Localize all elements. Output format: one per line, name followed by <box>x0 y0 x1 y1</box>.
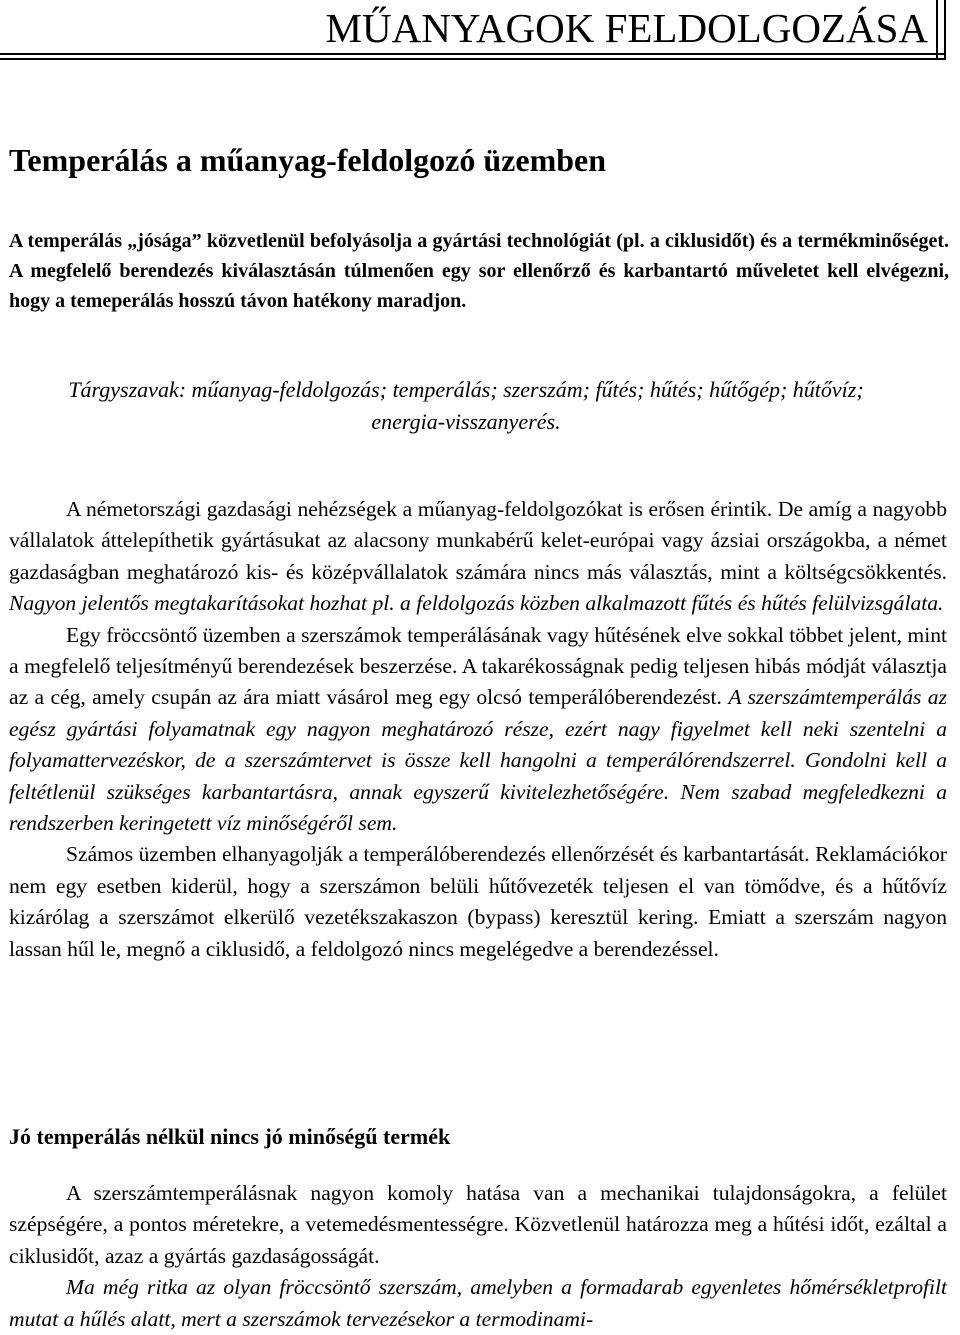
article-body-2 <box>9 1178 947 1335</box>
section-title: MŰANYAGOK FELDOLGOZÁSA <box>325 5 928 51</box>
header-rule-left <box>936 0 938 60</box>
paragraph-2-text: Egy fröccsöntő üzemben a szerszámok temperálásának vagy hűtésének elve sokkal többet jelent, mint a megfelelő teljesítményű berendezések beszerzése. A takarékosságnak pedig teljesen hibás módját választja az a cég, amely csupán az ára miatt vásárol meg egy olcsó temperálóberendezést. <box>9 622 947 710</box>
paragraph-1-text: A németországi gazdasági nehézségek a műanyag-feldolgozókat is erősen érintik. De amíg a nagyobb vállalatok áttelepíthetik gyártásukat az alacsony munkabérű kelet-európai vagy ázsiai országokba, a német gazdaságban meghatározó kis- és középvállalatok számára nincs más választás, mint a költségcsökkentés. <box>9 497 947 584</box>
paragraph-2 <box>9 620 947 840</box>
paragraph-2-emphasis: A szerszámtemperálás az egész gyártási folyamatnak egy nagyon meghatározó része, ezért nagy figyelmet kell neki szentelni a folyamattervezéskor, de a szerszámtervet is össze kell hangolni a temperálórendszerrel. Gondolni kell a feltétlenül szükséges karbantartásra, annak egyszerű kivitelezhetőségére. Nem szabad megfeledkezni a rendszerben keringetett víz minőségéről sem. <box>9 685 947 836</box>
paragraph-1 <box>9 494 947 620</box>
paragraph-4: A szerszámtemperálásnak nagyon komoly hatása van a mechanikai tulajdonságokra, a felület szépségére, a pontos méretekre, a vetemedésmentességre. Közvetlenül határozza meg a hűtési időt, ezáltal a ciklusidőt, azaz a gyártás gazdaságosságát. <box>9 1181 947 1268</box>
article-body <box>9 494 947 965</box>
running-header <box>0 0 960 60</box>
header-rule-top <box>0 53 946 55</box>
header-rule-bottom <box>0 58 946 60</box>
header-rule-right <box>944 0 946 60</box>
paragraph-5: Ma még ritka az olyan fröccsöntő szerszám, amelyben a formadarab egyenletes hőmérsékletprofilt mutat a hűlés alatt, mert a szerszámok tervezésekor a termodinami- <box>9 1275 947 1331</box>
keywords: Tárgyszavak: műanyag-feldolgozás; temperálás; szerszám; fűtés; hűtés; hűtőgép; hűtővíz; energia-visszanyerés. <box>68 377 864 434</box>
section-heading: Jó temperálás nélkül nincs jó minőségű termék <box>9 1124 451 1149</box>
paragraph-1-emphasis: Nagyon jelentős megtakarításokat hozhat pl. a feldolgozás közben alkalmazott fűtés és hűtés felülvizsgálata. <box>9 591 944 616</box>
article-title: Temperálás a műanyag-feldolgozó üzemben <box>9 142 607 178</box>
paragraph-3: Számos üzemben elhanyagolják a temperálóberendezés ellenőrzését és karbantartását. Reklamációkor nem egy esetben kiderül, hogy a szerszámon belüli hűtővezeték teljesen el van tömődve, és a hűtővíz kizárólag a szerszámot elkerülő vezetékszakaszon (bypass) keresztül kering. Emiatt a szerszám nagyon lassan hűl le, megnő a ciklusidő, a feldolgozó nincs megelégedve a berendezéssel. <box>9 842 947 961</box>
article-lead: A temperálás „jósága” közvetlenül befolyásolja a gyártási technológiát (pl. a ciklusidőt) és a termékminőséget. A megfelelő berendezés kiválasztásán túlmenően egy sor ellenőrző és karbantartó műveletet kell elvégezni, hogy a temeperálás hosszú távon hatékony maradjon. <box>9 230 949 312</box>
